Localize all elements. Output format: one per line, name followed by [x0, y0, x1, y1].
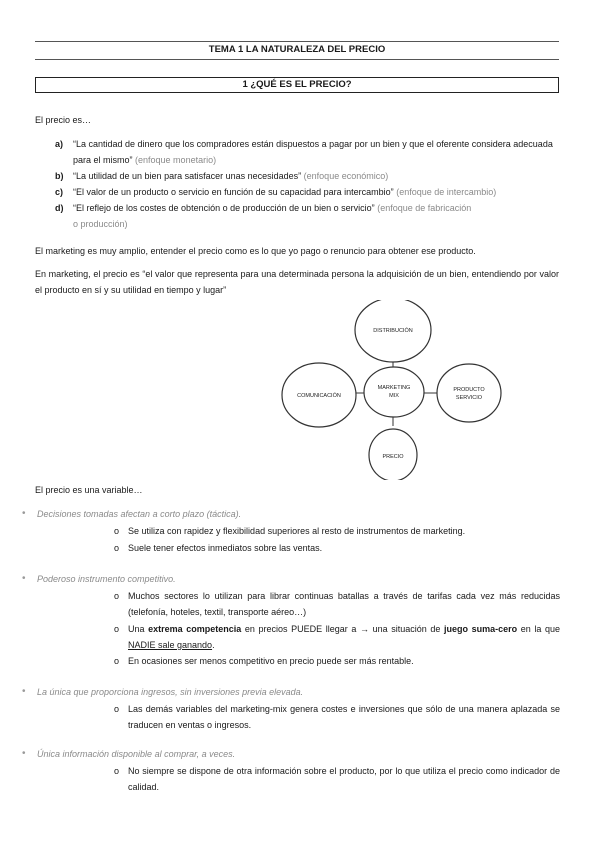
rich-part: en precios PUEDE llegar a — [241, 624, 360, 634]
definition-text: “El reflejo de los costes de obtención o de producción de un bien o servicio” — [73, 203, 375, 213]
sub-text: Muchos sectores lo utilizan para librar continuas batallas a través de tarifas cada vez más reducidas (telefonía, hoteles, textil, transporte aéreo…) — [128, 591, 560, 617]
rich-part: en la que — [517, 624, 560, 634]
section-heading: 1 ¿QUÉ ES EL PRECIO? — [35, 77, 559, 93]
rich-part: Una — [128, 624, 149, 634]
definition-item — [55, 184, 560, 200]
bullet-item — [22, 685, 562, 699]
sub-marker: o — [114, 624, 120, 634]
bullet-title: Única información disponible al comprar, a veces. — [37, 749, 236, 759]
definition-marker: d) — [55, 203, 64, 213]
definition-item — [55, 200, 560, 232]
sub-item — [114, 523, 560, 539]
sub-text: Se utiliza con rapidez y flexibilidad superiores al resto de instrumentos de marketing. — [128, 526, 466, 536]
sub-marker: o — [114, 704, 120, 714]
sub-marker: o — [114, 526, 120, 536]
definition-marker: c) — [55, 187, 64, 197]
center-ellipse — [364, 367, 424, 417]
rich-part: . — [212, 640, 215, 650]
bottom-label: PRECIO — [382, 454, 404, 460]
definition-approach: (enfoque monetario) — [135, 155, 217, 165]
sub-item — [114, 763, 560, 795]
variable-intro: El precio es una variable… — [35, 485, 143, 495]
definition-item — [55, 136, 560, 168]
bullet-item — [22, 747, 562, 761]
rich-bold-juego: juego suma-cero — [443, 624, 518, 634]
sub-item — [114, 621, 560, 653]
bullet-title: Decisiones tomadas afectan a corto plazo (táctica). — [37, 509, 242, 519]
paragraph-definition: En marketing, el precio es “el valor que representa para una determinada persona la adquisición de un bien, entendiendo por valor el producto en sí y su utilidad en tiempo y lugar” — [35, 269, 559, 295]
sub-marker: o — [114, 766, 120, 776]
sub-text: No siempre se dispone de otra información sobre el producto, por lo que utiliza el precio como indicador de calidad. — [128, 766, 560, 792]
bullet-marker: • — [22, 748, 26, 759]
definition-approach: (enfoque de fabricación o producción) — [73, 203, 472, 229]
bullet-title: La única que proporciona ingresos, sin inversiones previa elevada. — [37, 687, 304, 697]
sub-marker: o — [114, 656, 120, 666]
right-ellipse — [437, 364, 501, 422]
definition-approach: (enfoque económico) — [303, 171, 389, 181]
right-label-line2: SERVICIO — [455, 395, 483, 401]
center-label-line1: MARKETING — [377, 385, 411, 391]
bullet-marker: • — [22, 508, 26, 519]
bullet-item — [22, 507, 562, 521]
definition-item — [55, 168, 560, 184]
header-rule-bottom — [35, 59, 559, 60]
bullet-marker: • — [22, 686, 26, 697]
rich-part: una situación de — [368, 624, 444, 634]
left-label: COMUNICACIÓN — [297, 393, 341, 399]
bullet-marker: • — [22, 573, 26, 584]
rich-bold-competencia: extrema competencia — [148, 624, 242, 634]
definition-marker: a) — [55, 139, 64, 149]
sub-item — [114, 588, 560, 620]
sub-text: Las demás variables del marketing-mix genera costes e inversiones que sólo de una manera aplazada se traducen en ventas o ingresos. — [128, 704, 560, 730]
sub-text: Suele tener efectos inmediatos sobre las ventas. — [128, 543, 323, 553]
sub-text: En ocasiones ser menos competitivo en precio puede ser más rentable. — [128, 656, 414, 666]
center-label-line2: MIX — [389, 393, 399, 399]
sub-marker: o — [114, 591, 120, 601]
arrow-right-icon: → — [359, 624, 369, 634]
marketing-mix-diagram — [280, 300, 510, 480]
definition-text: “La utilidad de un bien para satisfacer unas necesidades” — [73, 171, 302, 181]
intro-text: El precio es… — [35, 115, 92, 125]
sub-item — [114, 653, 560, 669]
sub-marker: o — [114, 543, 120, 553]
right-label-line1: PRODUCTO — [453, 387, 485, 393]
paragraph-marketing: El marketing es muy amplio, entender el precio como es lo que yo pago o renuncio para obtener ese producto. — [35, 246, 476, 256]
sub-text-rich — [128, 621, 560, 653]
sub-item — [114, 540, 560, 556]
definition-text: “El valor de un producto o servicio en función de su capacidad para intercambio” — [73, 187, 394, 197]
definition-approach: (enfoque de intercambio) — [396, 187, 497, 197]
top-label: DISTRIBUCIÓN — [373, 328, 413, 334]
page-title: TEMA 1 LA NATURALEZA DEL PRECIO — [208, 44, 386, 55]
rich-underlined: NADIE sale ganando — [128, 640, 213, 650]
definition-text: “La cantidad de dinero que los compradores están dispuestos a pagar por un bien y que el oferente considera adecuada para el mismo” — [73, 139, 553, 165]
header-rule-top — [35, 41, 559, 42]
definition-marker: b) — [55, 171, 64, 181]
bullet-item — [22, 572, 562, 586]
sub-item — [114, 701, 560, 733]
bullet-title: Poderoso instrumento competitivo. — [37, 574, 176, 584]
